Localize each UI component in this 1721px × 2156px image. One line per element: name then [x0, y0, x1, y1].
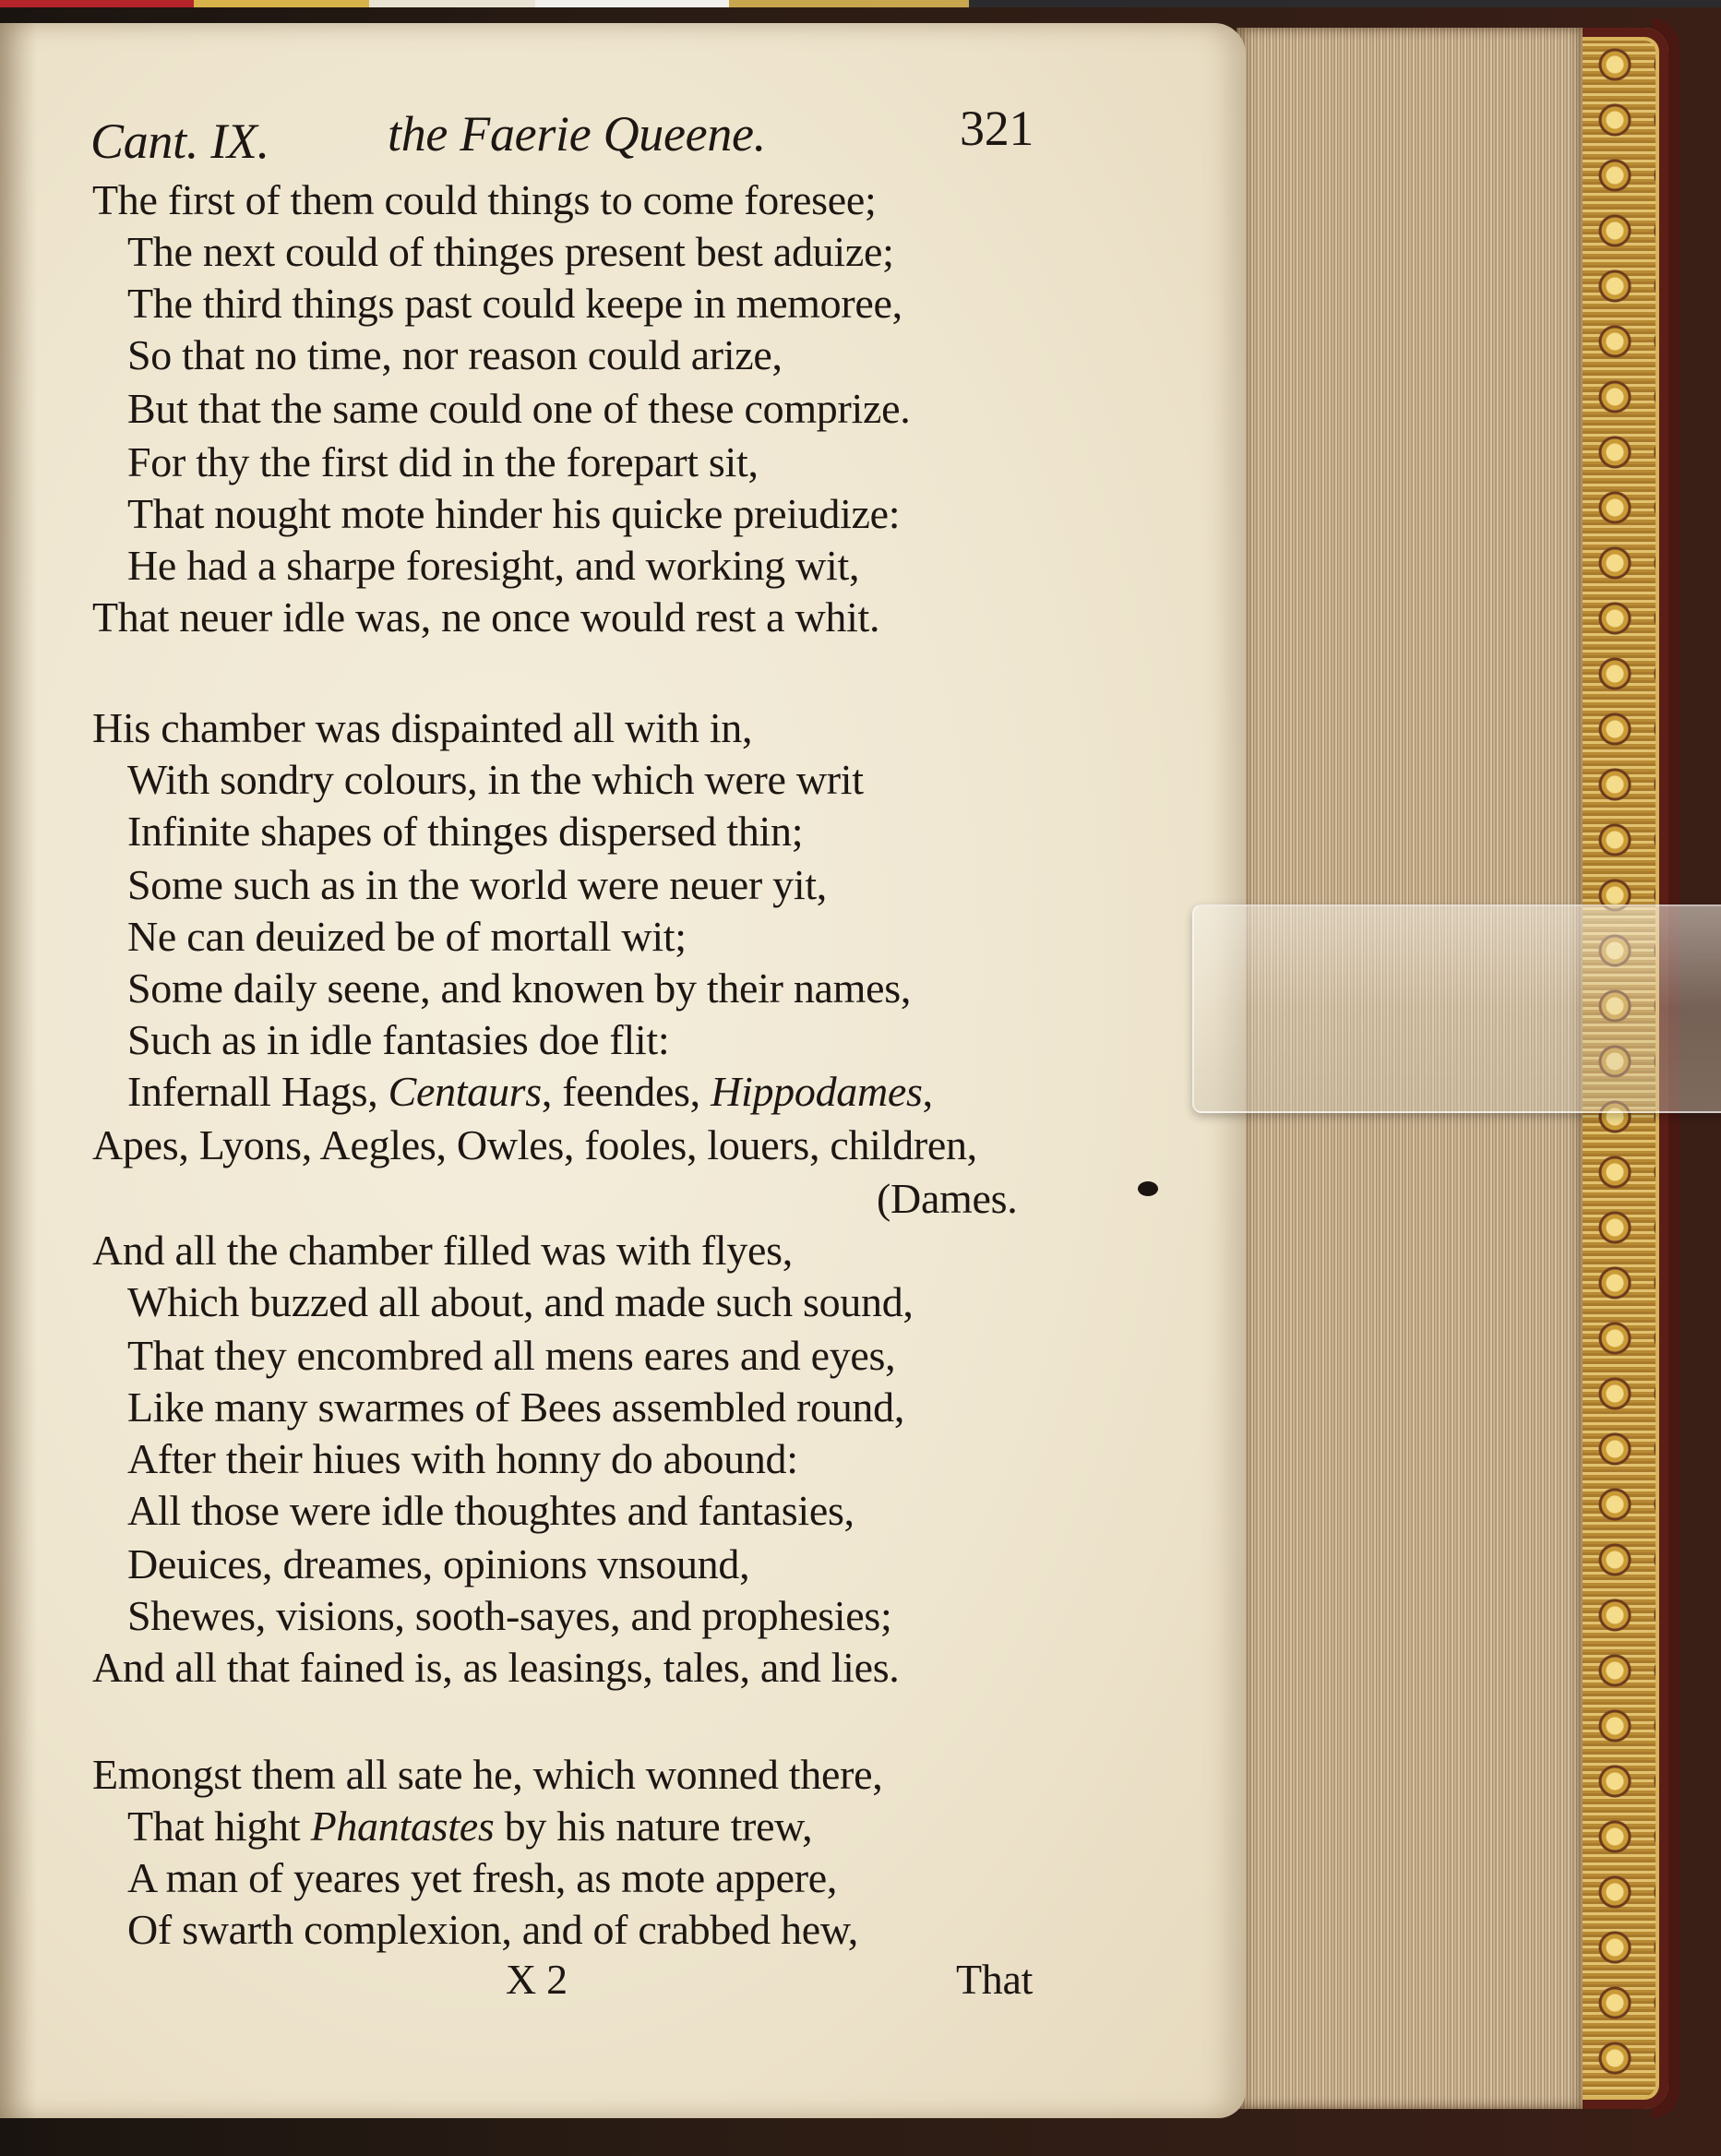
stanza2-line8-part3: , feendes, [541, 1068, 711, 1115]
stanza2-line6: Some daily seene, and knowen by their names, [127, 964, 912, 1012]
stanza4-line4: Of swarth complexion, and of crabbed hew, [127, 1906, 859, 1953]
stanza3-line1: And all the chamber filled was with flyes, [92, 1227, 793, 1274]
stanza2-line2: With sondry colours, in the which were writ [127, 756, 864, 803]
stanza2-line8-part5: , [922, 1068, 933, 1115]
stanza3-line6: All those were idle thoughtes and fantasies, [127, 1487, 855, 1534]
stanza4-line2-part3: by his nature trew, [494, 1803, 813, 1850]
stanza2-turnover: (Dames. [877, 1175, 1018, 1222]
catchword: That [956, 1956, 1034, 2003]
stanza2-line8 [127, 1068, 933, 1115]
stanza4-line3: A man of yeares yet fresh, as mote appere, [127, 1854, 838, 1901]
stanza1-line8: He had a sharpe foresight, and working wit, [127, 542, 860, 589]
stanza3-line5: After their hiues with honny do abound: [127, 1435, 798, 1482]
stanza2-line5: Ne can deuized be of mortall wit; [127, 913, 687, 960]
stanza1-line2: The next could of thinges present best aduize; [127, 228, 894, 275]
signature-mark: X 2 [506, 1956, 568, 2003]
page-number: 321 [960, 101, 1034, 156]
stanza2-line1: His chamber was dispainted all with in, [92, 704, 753, 751]
stanza2-line8-part1: Infernall Hags, [127, 1068, 388, 1115]
stanza4-line2-phantastes: Phantastes [310, 1803, 495, 1850]
stanza1-line3: The third things past could keepe in memoree, [127, 280, 902, 327]
stanza1-line4: So that no time, nor reason could arize, [127, 331, 783, 378]
stanza3-line3: That they encombred all mens eares and eyes, [127, 1332, 896, 1379]
stanza2-line8-hippodames: Hippodames [711, 1068, 923, 1115]
stanza3-line8: Shewes, visions, sooth-sayes, and prophesies; [127, 1592, 892, 1639]
stanza3-line2: Which buzzed all about, and made such sound, [127, 1278, 914, 1325]
stanza3-line9: And all that fained is, as leasings, tales, and lies. [92, 1644, 900, 1691]
stanza4-line1: Emongst them all sate he, which wonned there, [92, 1751, 883, 1798]
stanza4-line2-part1: That hight [127, 1803, 311, 1850]
stanza2-line4: Some such as in the world were neuer yit, [127, 861, 827, 908]
stanza4-line2 [127, 1805, 812, 1848]
stanza1-line1: The first of them could things to come foresee; [92, 176, 877, 223]
stanza2-line9: Apes, Lyons, Aegles, Owles, fooles, louers, children, [92, 1121, 977, 1168]
running-title: the Faerie Queene. [388, 106, 766, 162]
color-calibration-strip [0, 0, 1721, 7]
stanza1-line5: But that the same could one of these comprize. [127, 385, 911, 432]
stanza3-line4: Like many swarmes of Bees assembled round, [127, 1383, 905, 1431]
stanza1-line6: For thy the first did in the forepart sit, [127, 438, 759, 485]
stanza2-line3: Infinite shapes of thinges dispersed thin; [127, 808, 804, 855]
stanza1-line9: That neuer idle was, ne once would rest a whit. [92, 593, 880, 641]
canto-heading: Cant. IX. [90, 114, 269, 169]
stanza2-line8-centaurs: Centaurs [388, 1068, 542, 1115]
stanza3-line7: Deuices, dreames, opinions vnsound, [127, 1540, 750, 1587]
stanza2-line7: Such as in idle fantasies doe flit: [127, 1016, 670, 1063]
stanza1-line7: That nought mote hinder his quicke preiudize: [127, 490, 901, 537]
ink-blot [1138, 1181, 1158, 1196]
page-clip [1192, 904, 1721, 1113]
gutter-shadow [0, 23, 37, 2118]
